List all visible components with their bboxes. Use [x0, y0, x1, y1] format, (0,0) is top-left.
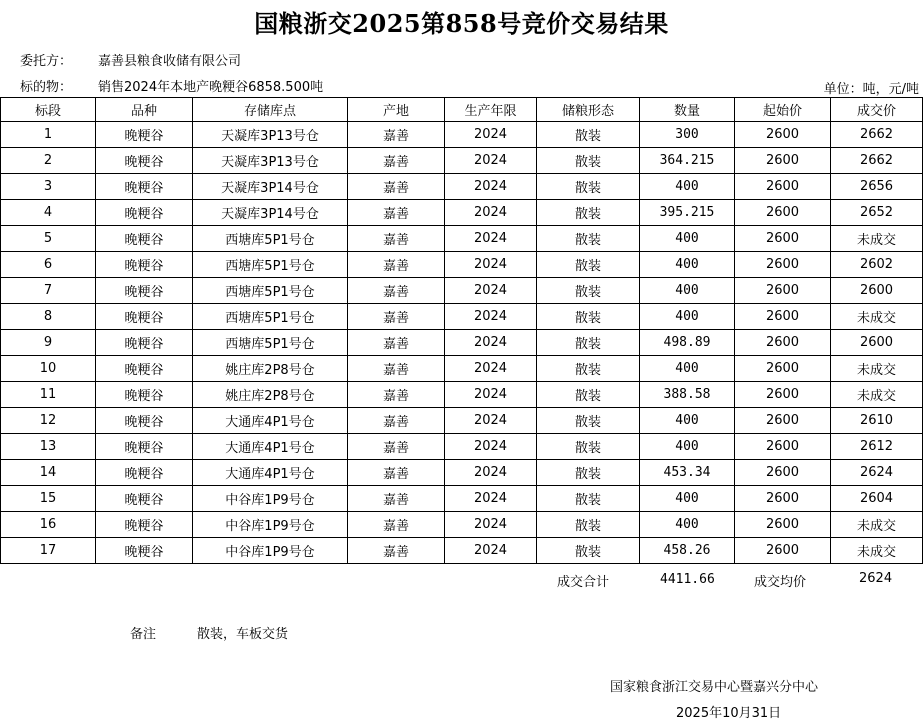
- table-cell: 1: [1, 122, 96, 148]
- table-cell: 散装: [537, 148, 640, 174]
- table-row: [1, 486, 923, 512]
- table-cell: 姚庄库2P8号仓: [193, 382, 348, 408]
- table-cell: 未成交: [831, 382, 923, 408]
- table-cell: 10: [1, 356, 96, 382]
- footer-date: 2025年10月31日: [676, 706, 782, 721]
- table-cell: 中谷库1P9号仓: [193, 538, 348, 564]
- table-cell: 2024: [445, 486, 537, 512]
- table-cell: 2600: [735, 408, 831, 434]
- table-cell: 2624: [831, 460, 923, 486]
- table-cell: 中谷库1P9号仓: [193, 512, 348, 538]
- table-cell: 未成交: [831, 356, 923, 382]
- table-cell: 7: [1, 278, 96, 304]
- table-cell: 散装: [537, 278, 640, 304]
- table-cell: 散装: [537, 200, 640, 226]
- table-cell: 未成交: [831, 512, 923, 538]
- table-row: [1, 408, 923, 434]
- table-row: [1, 382, 923, 408]
- table-cell: 2600: [735, 148, 831, 174]
- table-row: [1, 200, 923, 226]
- table-body: [1, 122, 923, 564]
- table-header-row: [1, 98, 923, 122]
- table-cell: 散装: [537, 486, 640, 512]
- table-cell: 晚粳谷: [96, 226, 193, 252]
- results-table: [0, 97, 923, 564]
- table-cell: 散装: [537, 252, 640, 278]
- table-cell: 嘉善: [348, 200, 445, 226]
- table-cell: 9: [1, 330, 96, 356]
- table-cell: 395.215: [640, 200, 735, 226]
- table-cell: 458.26: [640, 538, 735, 564]
- table-cell: 2024: [445, 252, 537, 278]
- table-row: [1, 330, 923, 356]
- table-row: [1, 174, 923, 200]
- table-cell: 天凝库3P13号仓: [193, 122, 348, 148]
- table-cell: 2600: [735, 304, 831, 330]
- header-cell: 数量: [640, 98, 735, 122]
- table-cell: 未成交: [831, 304, 923, 330]
- table-cell: 嘉善: [348, 434, 445, 460]
- table-cell: 西塘库5P1号仓: [193, 278, 348, 304]
- table-cell: 晚粳谷: [96, 408, 193, 434]
- table-cell: 嘉善: [348, 382, 445, 408]
- table-row: [1, 434, 923, 460]
- table-cell: 2656: [831, 174, 923, 200]
- table-cell: 天凝库3P14号仓: [193, 200, 348, 226]
- table-cell: 2024: [445, 304, 537, 330]
- table-cell: 嘉善: [348, 538, 445, 564]
- table-cell: 晚粳谷: [96, 382, 193, 408]
- table-cell: 2652: [831, 200, 923, 226]
- table-cell: 11: [1, 382, 96, 408]
- table-cell: 2604: [831, 486, 923, 512]
- table-cell: 晚粳谷: [96, 278, 193, 304]
- table-cell: 晚粳谷: [96, 122, 193, 148]
- header-cell: 品种: [96, 98, 193, 122]
- table-cell: 2600: [831, 330, 923, 356]
- table-row: [1, 460, 923, 486]
- table-cell: 晚粳谷: [96, 356, 193, 382]
- table-cell: 散装: [537, 538, 640, 564]
- table-cell: 2600: [735, 434, 831, 460]
- table-cell: 400: [640, 434, 735, 460]
- table-row: [1, 356, 923, 382]
- remark-label: 备注: [130, 627, 157, 642]
- table-cell: 6: [1, 252, 96, 278]
- table-cell: 400: [640, 278, 735, 304]
- table-cell: 散装: [537, 304, 640, 330]
- table-cell: 嘉善: [348, 122, 445, 148]
- table-cell: 400: [640, 174, 735, 200]
- table-cell: 嘉善: [348, 512, 445, 538]
- table-cell: 2600: [735, 538, 831, 564]
- table-cell: 498.89: [640, 330, 735, 356]
- table-cell: 嘉善: [348, 460, 445, 486]
- header-cell: 存储库点: [193, 98, 348, 122]
- table-row: [1, 122, 923, 148]
- table-cell: 453.34: [640, 460, 735, 486]
- table-cell: 400: [640, 486, 735, 512]
- table-cell: 2024: [445, 122, 537, 148]
- table-cell: 嘉善: [348, 174, 445, 200]
- table-cell: 晚粳谷: [96, 538, 193, 564]
- total-label: 成交合计: [557, 575, 610, 590]
- table-cell: 晚粳谷: [96, 434, 193, 460]
- table-cell: 中谷库1P9号仓: [193, 486, 348, 512]
- table-cell: 晚粳谷: [96, 252, 193, 278]
- table-cell: 晚粳谷: [96, 486, 193, 512]
- table-cell: 2024: [445, 330, 537, 356]
- client-value: 嘉善县粮食收储有限公司: [98, 54, 242, 69]
- table-cell: 400: [640, 226, 735, 252]
- table-cell: 散装: [537, 434, 640, 460]
- table-cell: 13: [1, 434, 96, 460]
- table-cell: 西塘库5P1号仓: [193, 252, 348, 278]
- table-cell: 西塘库5P1号仓: [193, 304, 348, 330]
- table-cell: 2024: [445, 174, 537, 200]
- table-cell: 天凝库3P14号仓: [193, 174, 348, 200]
- table-cell: 2600: [735, 512, 831, 538]
- table-cell: 西塘库5P1号仓: [193, 226, 348, 252]
- footer-organization: 国家粮食浙江交易中心暨嘉兴分中心: [610, 680, 819, 695]
- table-cell: 天凝库3P13号仓: [193, 148, 348, 174]
- remark-value: 散装，车板交货: [197, 627, 289, 642]
- table-row: [1, 304, 923, 330]
- table-cell: 2600: [735, 382, 831, 408]
- table-cell: 晚粳谷: [96, 460, 193, 486]
- table-cell: 2024: [445, 200, 537, 226]
- table-cell: 嘉善: [348, 356, 445, 382]
- table-cell: 嘉善: [348, 226, 445, 252]
- table-cell: 散装: [537, 356, 640, 382]
- client-label: 委托方：: [20, 54, 73, 69]
- table-cell: 2024: [445, 356, 537, 382]
- table-cell: 16: [1, 512, 96, 538]
- table-cell: 2600: [831, 278, 923, 304]
- table-cell: 2024: [445, 408, 537, 434]
- table-cell: 15: [1, 486, 96, 512]
- table-cell: 嘉善: [348, 148, 445, 174]
- table-cell: 姚庄库2P8号仓: [193, 356, 348, 382]
- table-cell: 散装: [537, 382, 640, 408]
- unit-note: 单位：吨，元/吨: [823, 82, 919, 97]
- table-cell: 晚粳谷: [96, 174, 193, 200]
- table-cell: 晚粳谷: [96, 304, 193, 330]
- table-row: [1, 226, 923, 252]
- subject-label: 标的物：: [20, 80, 73, 95]
- table-cell: 2600: [735, 200, 831, 226]
- table-cell: 400: [640, 304, 735, 330]
- table-cell: 未成交: [831, 538, 923, 564]
- header-cell: 标段: [1, 98, 96, 122]
- table-cell: 晚粳谷: [96, 512, 193, 538]
- table-cell: 大通库4P1号仓: [193, 460, 348, 486]
- table-cell: 2024: [445, 382, 537, 408]
- table-cell: 2024: [445, 538, 537, 564]
- table-cell: 2600: [735, 356, 831, 382]
- table-cell: 400: [640, 408, 735, 434]
- table-cell: 嘉善: [348, 304, 445, 330]
- total-value: 4411.66: [660, 572, 715, 587]
- table-cell: 嘉善: [348, 278, 445, 304]
- table-row: [1, 512, 923, 538]
- table-cell: 2610: [831, 408, 923, 434]
- table-cell: 晚粳谷: [96, 148, 193, 174]
- table-cell: 2600: [735, 460, 831, 486]
- table-row: [1, 278, 923, 304]
- table-cell: 12: [1, 408, 96, 434]
- table-cell: 2024: [445, 148, 537, 174]
- table-cell: 2: [1, 148, 96, 174]
- table-cell: 400: [640, 252, 735, 278]
- table-cell: 17: [1, 538, 96, 564]
- header-cell: 成交价: [831, 98, 923, 122]
- table-cell: 2662: [831, 122, 923, 148]
- table-cell: 大通库4P1号仓: [193, 408, 348, 434]
- table-cell: 5: [1, 226, 96, 252]
- table-cell: 388.58: [640, 382, 735, 408]
- table-row: [1, 252, 923, 278]
- table-cell: 364.215: [640, 148, 735, 174]
- table-cell: 2600: [735, 486, 831, 512]
- subject-value: 销售2024年本地产晚粳谷6858.500吨: [98, 80, 324, 95]
- table-cell: 散装: [537, 460, 640, 486]
- table-cell: 2600: [735, 122, 831, 148]
- header-cell: 起始价: [735, 98, 831, 122]
- table-cell: 2024: [445, 512, 537, 538]
- table-cell: 晚粳谷: [96, 330, 193, 356]
- table-cell: 300: [640, 122, 735, 148]
- header-cell: 产地: [348, 98, 445, 122]
- table-cell: 未成交: [831, 226, 923, 252]
- table-cell: 2600: [735, 330, 831, 356]
- table-row: [1, 538, 923, 564]
- table-cell: 2600: [735, 252, 831, 278]
- table-cell: 2024: [445, 460, 537, 486]
- table-cell: 2024: [445, 434, 537, 460]
- table-cell: 3: [1, 174, 96, 200]
- table-row: [1, 148, 923, 174]
- table-cell: 嘉善: [348, 408, 445, 434]
- table-cell: 8: [1, 304, 96, 330]
- table-cell: 散装: [537, 330, 640, 356]
- table-cell: 嘉善: [348, 330, 445, 356]
- table-cell: 散装: [537, 512, 640, 538]
- table-cell: 4: [1, 200, 96, 226]
- table-cell: 嘉善: [348, 252, 445, 278]
- table-cell: 嘉善: [348, 486, 445, 512]
- table-cell: 散装: [537, 122, 640, 148]
- header-cell: 生产年限: [445, 98, 537, 122]
- table-cell: 2600: [735, 174, 831, 200]
- table-cell: 2600: [735, 278, 831, 304]
- table-cell: 400: [640, 512, 735, 538]
- table-cell: 散装: [537, 226, 640, 252]
- table-cell: 大通库4P1号仓: [193, 434, 348, 460]
- table-cell: 14: [1, 460, 96, 486]
- table-cell: 2662: [831, 148, 923, 174]
- table-cell: 散装: [537, 408, 640, 434]
- table-cell: 2602: [831, 252, 923, 278]
- table-cell: 2024: [445, 226, 537, 252]
- table-cell: 西塘库5P1号仓: [193, 330, 348, 356]
- table-cell: 晚粳谷: [96, 200, 193, 226]
- average-value: 2624: [859, 571, 893, 586]
- table-cell: 2024: [445, 278, 537, 304]
- page-title: 国粮浙交2025第858号竞价交易结果: [254, 9, 669, 38]
- table-cell: 2600: [735, 226, 831, 252]
- header-cell: 储粮形态: [537, 98, 640, 122]
- table-cell: 400: [640, 356, 735, 382]
- average-label: 成交均价: [754, 575, 807, 590]
- table-cell: 散装: [537, 174, 640, 200]
- table-cell: 2612: [831, 434, 923, 460]
